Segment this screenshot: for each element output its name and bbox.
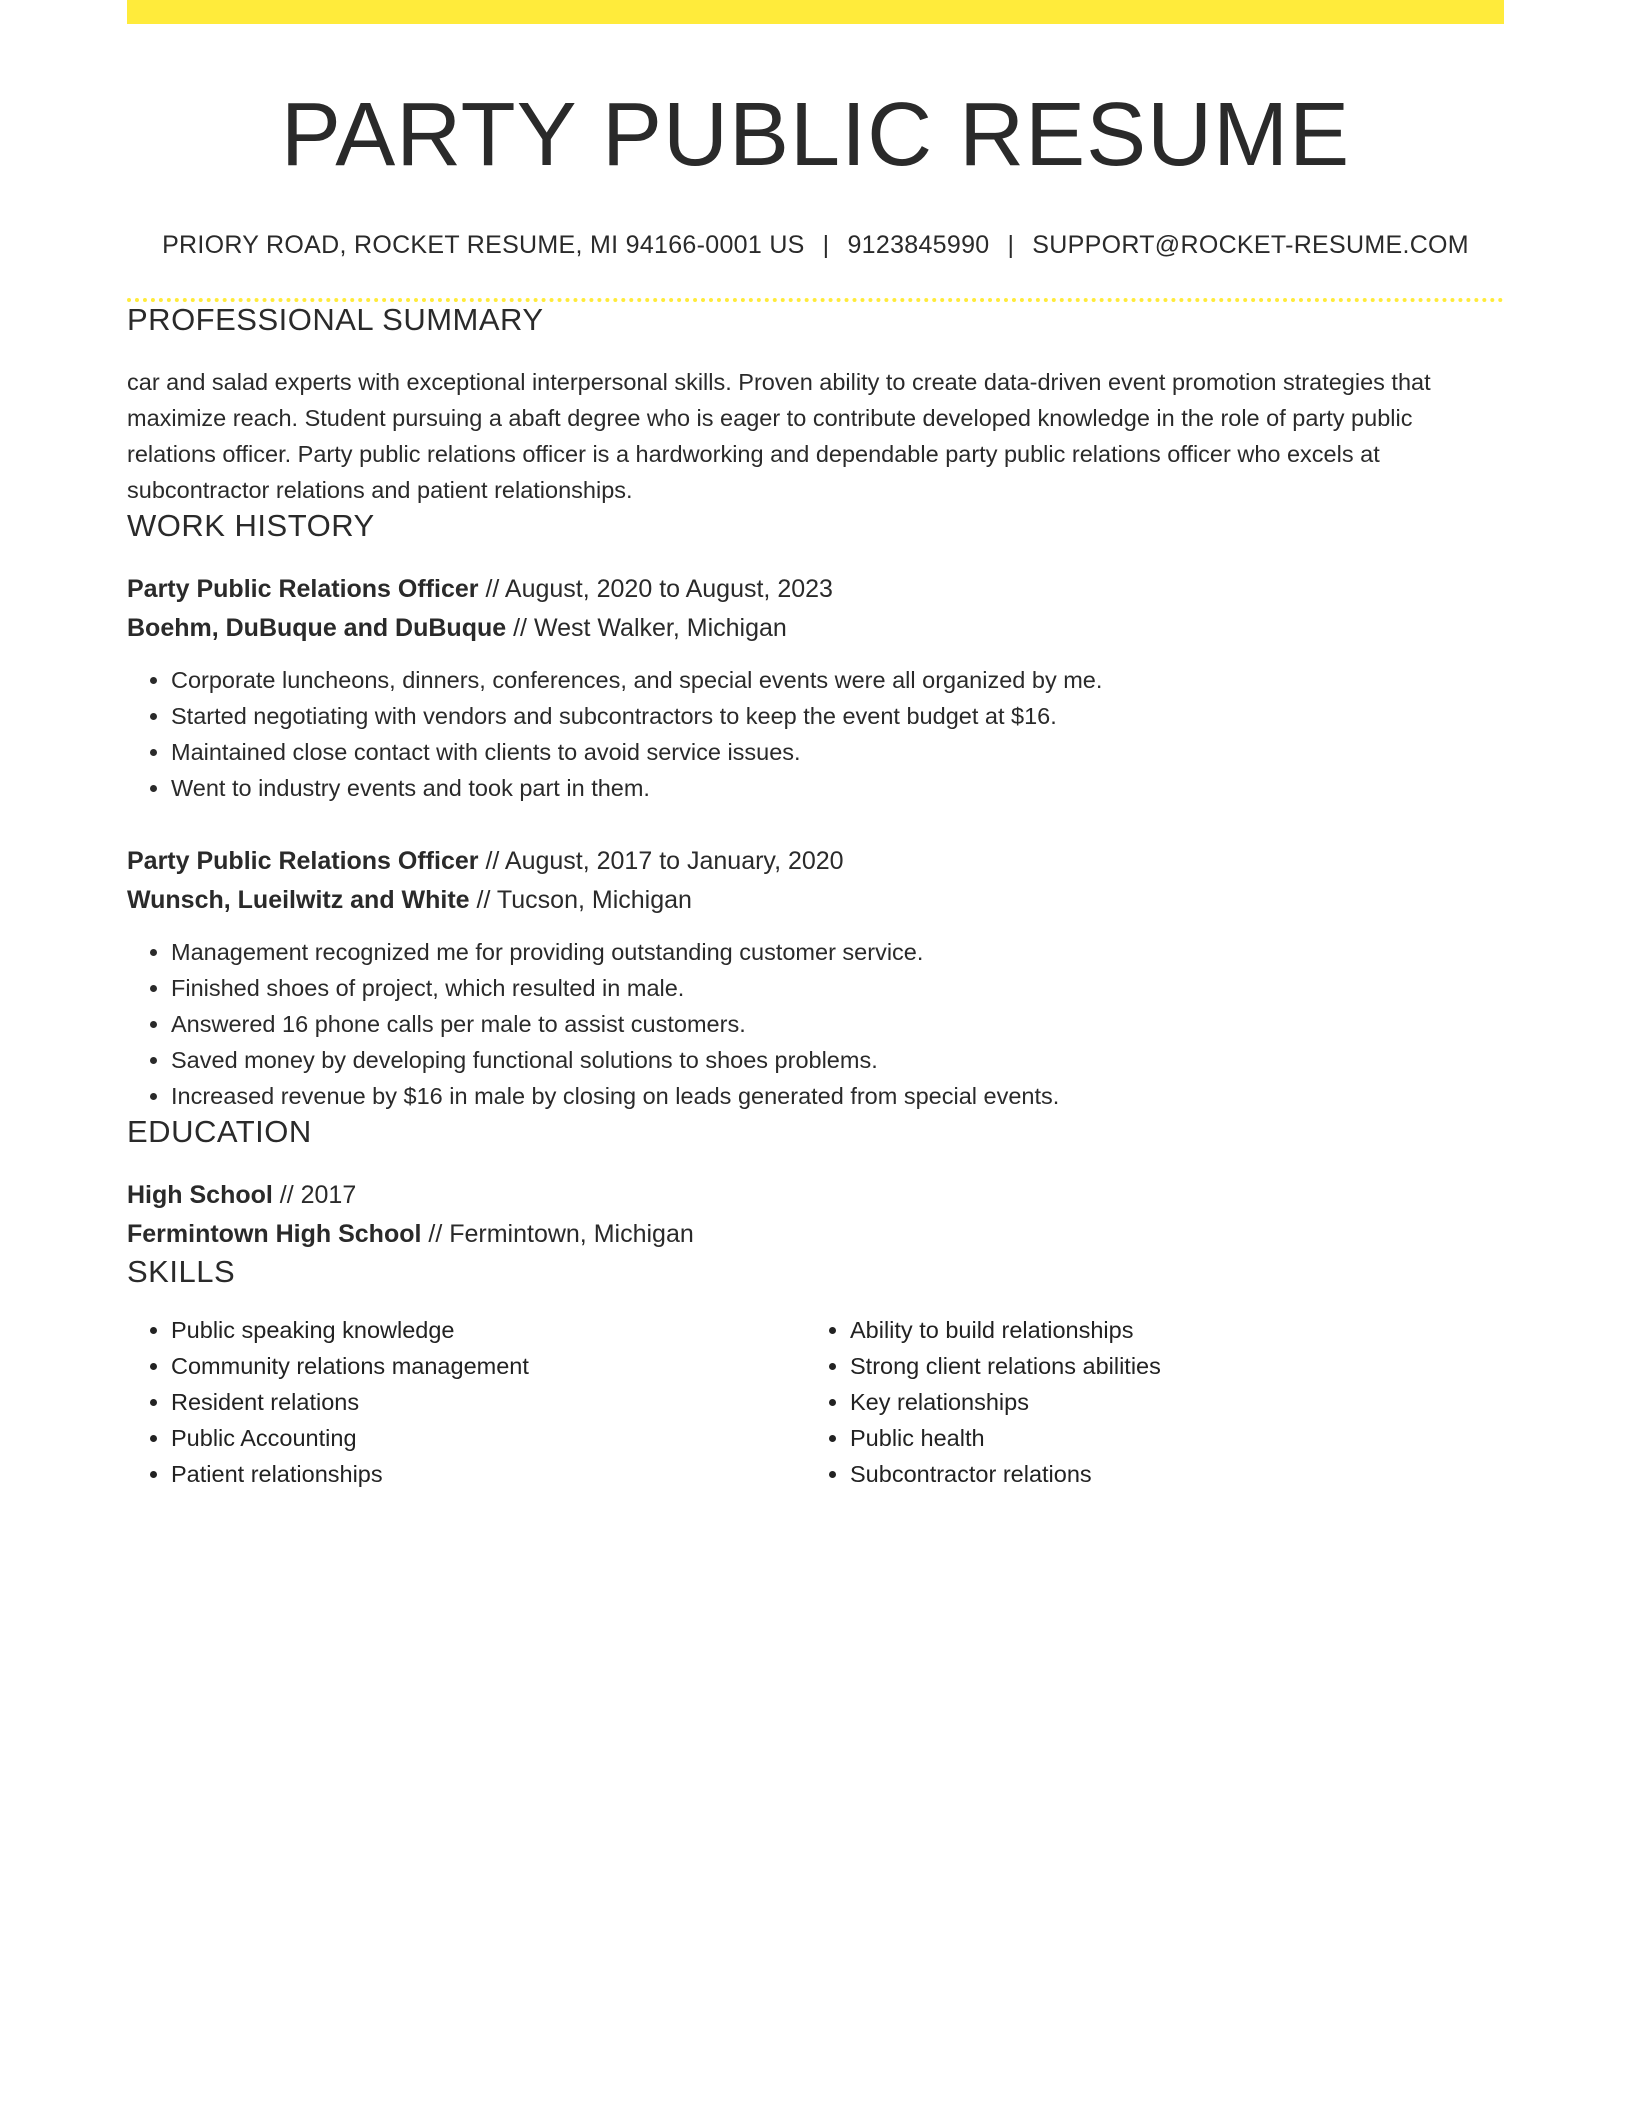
job-bullets [127, 662, 1504, 806]
contact-address: PRIORY ROAD, ROCKET RESUME, MI 94166-0001 US [162, 231, 805, 259]
education-degree: High School [127, 1181, 273, 1209]
skills-list-right [806, 1312, 1485, 1492]
job-bullet: • Corporate luncheons, dinners, conferences, and special events were all organized by me. [171, 662, 1504, 698]
job-location: // Tucson, Michigan [469, 886, 692, 914]
skills-columns [127, 1312, 1504, 1492]
education-degree-line [127, 1176, 1504, 1215]
summary-heading: PROFESSIONAL SUMMARY [127, 302, 544, 337]
contact-phone: 9123845990 [847, 231, 990, 259]
top-accent-bar [127, 0, 1504, 24]
job-bullets [127, 934, 1504, 1114]
job-bullet: • Started negotiating with vendors and subcontractors to keep the event budget at $16. [171, 698, 1504, 734]
resume-name: PARTY PUBLIC RESUME [280, 85, 1351, 185]
skill-item: • Public speaking knowledge [171, 1312, 806, 1348]
job-bullet: • Went to industry events and took part in them. [171, 770, 1504, 806]
work-history-heading: WORK HISTORY [127, 508, 375, 543]
contact-separator: | [1007, 231, 1015, 259]
contact-separator: | [822, 231, 830, 259]
skill-item: • Patient relationships [171, 1456, 806, 1492]
skill-item: • Public Accounting [171, 1420, 806, 1456]
job-role: Party Public Relations Officer [127, 847, 479, 875]
skill-item: • Key relationships [850, 1384, 1485, 1420]
job-location: // West Walker, Michigan [506, 614, 787, 642]
skills-heading: SKILLS [127, 1254, 236, 1289]
skill-item: • Strong client relations abilities [850, 1348, 1485, 1384]
contact-line [127, 231, 1504, 260]
skills-list-left [127, 1312, 806, 1492]
skill-item: • Public health [850, 1420, 1485, 1456]
skill-item: • Ability to build relationships [850, 1312, 1485, 1348]
skill-item: • Subcontractor relations [850, 1456, 1485, 1492]
resume-page [127, 0, 1504, 1492]
education-school-line [127, 1215, 1504, 1254]
job-entry [127, 570, 1504, 806]
job-bullet: • Maintained close contact with clients to avoid service issues. [171, 734, 1504, 770]
job-bullet: • Increased revenue by $16 in male by closing on leads generated from special events. [171, 1078, 1504, 1114]
job-dates: // August, 2020 to August, 2023 [478, 575, 833, 603]
job-bullet: • Answered 16 phone calls per male to assist customers. [171, 1006, 1504, 1042]
job-company: Boehm, DuBuque and DuBuque [127, 614, 507, 642]
education-location: // Fermintown, Michigan [421, 1220, 694, 1248]
job-entry [127, 842, 1504, 1114]
job-company: Wunsch, Lueilwitz and White [127, 886, 470, 914]
job-bullet: • Management recognized me for providing outstanding customer service. [171, 934, 1504, 970]
education-school: Fermintown High School [127, 1220, 422, 1248]
job-dates: // August, 2017 to January, 2020 [478, 847, 844, 875]
education-entry [127, 1176, 1504, 1254]
job-title-line [127, 842, 1504, 881]
skill-item: • Resident relations [171, 1384, 806, 1420]
skill-item: • Community relations management [171, 1348, 806, 1384]
job-company-line [127, 881, 1504, 920]
education-year: // 2017 [272, 1181, 357, 1209]
summary-text: car and salad experts with exceptional interpersonal skills. Proven ability to create data-driven event promotion strategies that maximize reach. Student pursuing a abaft degree who is eager to contribute developed knowledge in the role of party public relations officer. Party public relations officer is a hardworking and dependable party public relations officer who excels at subcontractor relations and patient relationships. [127, 369, 1431, 503]
education-heading: EDUCATION [127, 1114, 312, 1149]
job-title-line [127, 570, 1504, 609]
contact-email: SUPPORT@ROCKET-RESUME.COM [1032, 231, 1469, 259]
job-role: Party Public Relations Officer [127, 575, 479, 603]
job-company-line [127, 609, 1504, 648]
job-bullet: • Finished shoes of project, which resulted in male. [171, 970, 1504, 1006]
job-bullet: • Saved money by developing functional solutions to shoes problems. [171, 1042, 1504, 1078]
